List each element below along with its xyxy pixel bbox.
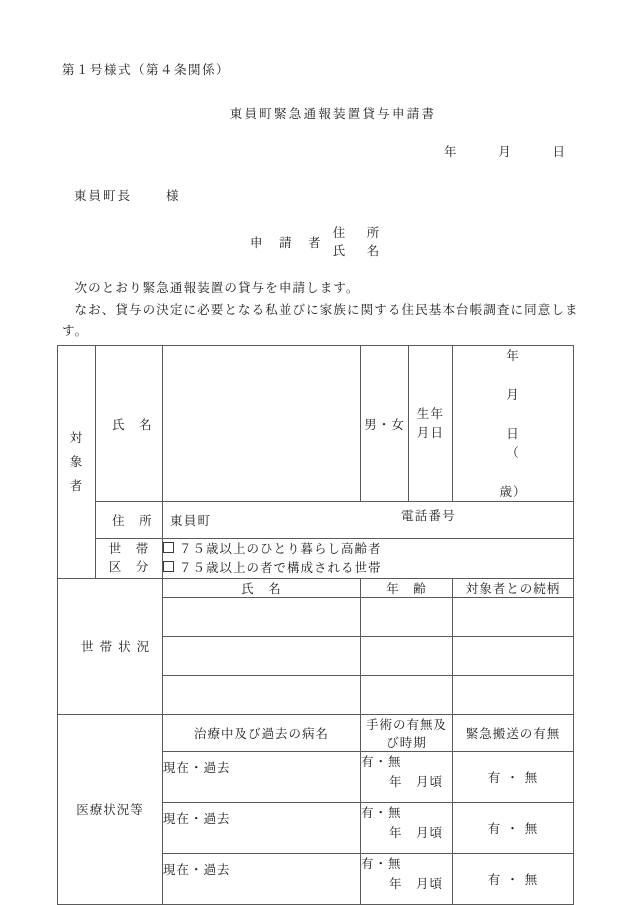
household-row-2-age[interactable] xyxy=(361,636,453,675)
subject-address-row xyxy=(58,502,574,539)
household-row-3-name[interactable] xyxy=(163,675,361,714)
household-row-1-age[interactable] xyxy=(361,597,453,636)
subject-dob-label-line2: 月日 xyxy=(416,424,445,440)
household-status-side-label: 世 帯 状 況 xyxy=(58,578,163,714)
addressee-honorific: 様 xyxy=(166,188,179,203)
medical-header-emergency: 緊急搬送の有無 xyxy=(453,714,574,751)
household-status-header-name: 氏 名 xyxy=(163,578,361,597)
applicant-name-row xyxy=(333,242,381,260)
addressee xyxy=(74,186,179,204)
subject-household-label xyxy=(96,539,163,579)
subject-name-label: 氏 名 xyxy=(96,346,163,502)
applicant-block xyxy=(250,224,380,260)
date-line xyxy=(444,142,566,160)
subject-name-input[interactable] xyxy=(163,346,361,502)
subject-address-label: 住 所 xyxy=(96,502,163,539)
applicant-address-label: 住 xyxy=(332,225,347,240)
subject-dob-year: 年 xyxy=(506,348,520,363)
medical-row-1-surgery-presence: 有・無 xyxy=(361,753,402,769)
household-options-group xyxy=(163,539,574,579)
medical-row-3-surgery-date: 年 月頃 xyxy=(389,875,444,891)
household-status-header-age: 年 齢 xyxy=(361,578,453,597)
household-row-1-name[interactable] xyxy=(163,597,361,636)
subject-address-value: 東員町 xyxy=(170,513,212,528)
medical-header-row xyxy=(58,714,574,751)
subject-dob-day: 日 xyxy=(506,425,520,441)
medical-header-illness: 治療中及び過去の病名 xyxy=(163,714,361,751)
date-month-label: 月 xyxy=(498,144,512,159)
date-year-label: 年 xyxy=(444,144,458,159)
medical-row-1-illness[interactable]: 現在・過去 xyxy=(163,751,361,802)
applicant-name-label-2: 名 xyxy=(366,243,381,259)
medical-header-surgery: 手術の有無及び時期 xyxy=(361,714,453,751)
medical-row-3-surgery[interactable] xyxy=(361,853,453,904)
household-option-2[interactable] xyxy=(163,558,573,577)
household-row-3-relation[interactable] xyxy=(453,675,574,714)
medical-row-2-illness[interactable]: 現在・過去 xyxy=(163,802,361,853)
medical-row-3-surgery-presence: 有・無 xyxy=(361,855,402,871)
household-option-1-label: ７５歳以上のひとり暮らし高齢者 xyxy=(179,541,382,556)
applicant-address-label-2: 所 xyxy=(366,225,381,240)
subject-side-label xyxy=(58,346,96,579)
checkbox-icon[interactable] xyxy=(163,561,174,572)
household-status-header-relation: 対象者との続柄 xyxy=(453,578,574,597)
checkbox-icon[interactable] xyxy=(163,542,174,553)
subject-gender-field[interactable]: 男・女 xyxy=(361,346,409,502)
subject-name-row xyxy=(58,346,574,502)
subject-side-char-3: 者 xyxy=(69,477,84,493)
subject-age-unit: 歳） xyxy=(499,483,527,499)
subject-household-type-row xyxy=(58,539,574,579)
subject-household-label-line1: 世 帯 xyxy=(108,540,150,556)
household-option-2-label: ７５歳以上の者で構成される世帯 xyxy=(179,560,382,576)
applicant-fields xyxy=(333,224,381,260)
medical-row-1-emergency[interactable]: 有 ・ 無 xyxy=(453,751,574,802)
household-option-1[interactable] xyxy=(163,539,573,558)
medical-row-3-illness[interactable]: 現在・過去 xyxy=(163,853,361,904)
form-number: 第１号様式（第４条関係） xyxy=(62,62,231,77)
household-status-header-row xyxy=(58,578,574,597)
subject-dob-label xyxy=(409,346,453,502)
body-paragraph-1: 次のとおり緊急通報装置の貸与を申請します。 xyxy=(74,280,360,295)
subject-household-label-line2: 区 分 xyxy=(108,559,150,575)
household-row-1-relation[interactable] xyxy=(453,597,574,636)
subject-age-line xyxy=(453,443,573,501)
medical-side-label: 医療状況等 xyxy=(58,714,163,904)
applicant-name-label: 氏 xyxy=(332,243,347,259)
household-row-3-age[interactable] xyxy=(361,675,453,714)
applicant-address-row xyxy=(333,224,381,242)
household-row-2-relation[interactable] xyxy=(453,636,574,675)
medical-row-3-emergency[interactable]: 有 ・ 無 xyxy=(453,853,574,904)
subject-dob-value[interactable] xyxy=(453,346,574,502)
subject-age-open: （ xyxy=(506,444,520,460)
subject-dob-month: 月 xyxy=(506,386,520,402)
subject-tel-label: 電話番号 xyxy=(401,508,457,523)
medical-row-2-surgery-presence: 有・無 xyxy=(361,804,402,820)
medical-row-1-surgery[interactable] xyxy=(361,751,453,802)
household-row-2-name[interactable] xyxy=(163,636,361,675)
subject-dob-label-line1: 生年 xyxy=(416,405,445,421)
subject-dob-ymd xyxy=(453,346,573,443)
subject-side-char-1: 対 xyxy=(69,430,84,446)
medical-row-1-surgery-date: 年 月頃 xyxy=(389,773,444,789)
subject-side-char-2: 象 xyxy=(69,454,84,469)
application-table xyxy=(57,345,574,905)
body-paragraph-2: なお、貸与の決定に必要となる私並びに家族に関する住民基本台帳調査に同意します。 xyxy=(62,302,579,338)
document-title: 東員町緊急通報装置貸与申請書 xyxy=(229,106,437,121)
date-day-label: 日 xyxy=(552,144,567,159)
medical-row-2-surgery-date: 年 月頃 xyxy=(389,824,444,840)
medical-row-2-emergency[interactable]: 有 ・ 無 xyxy=(453,802,574,853)
applicant-label: 申 請 者 xyxy=(250,235,327,251)
medical-row-2-surgery[interactable] xyxy=(361,802,453,853)
subject-address-field[interactable] xyxy=(163,502,574,539)
addressee-name: 東員町長 xyxy=(74,188,133,203)
